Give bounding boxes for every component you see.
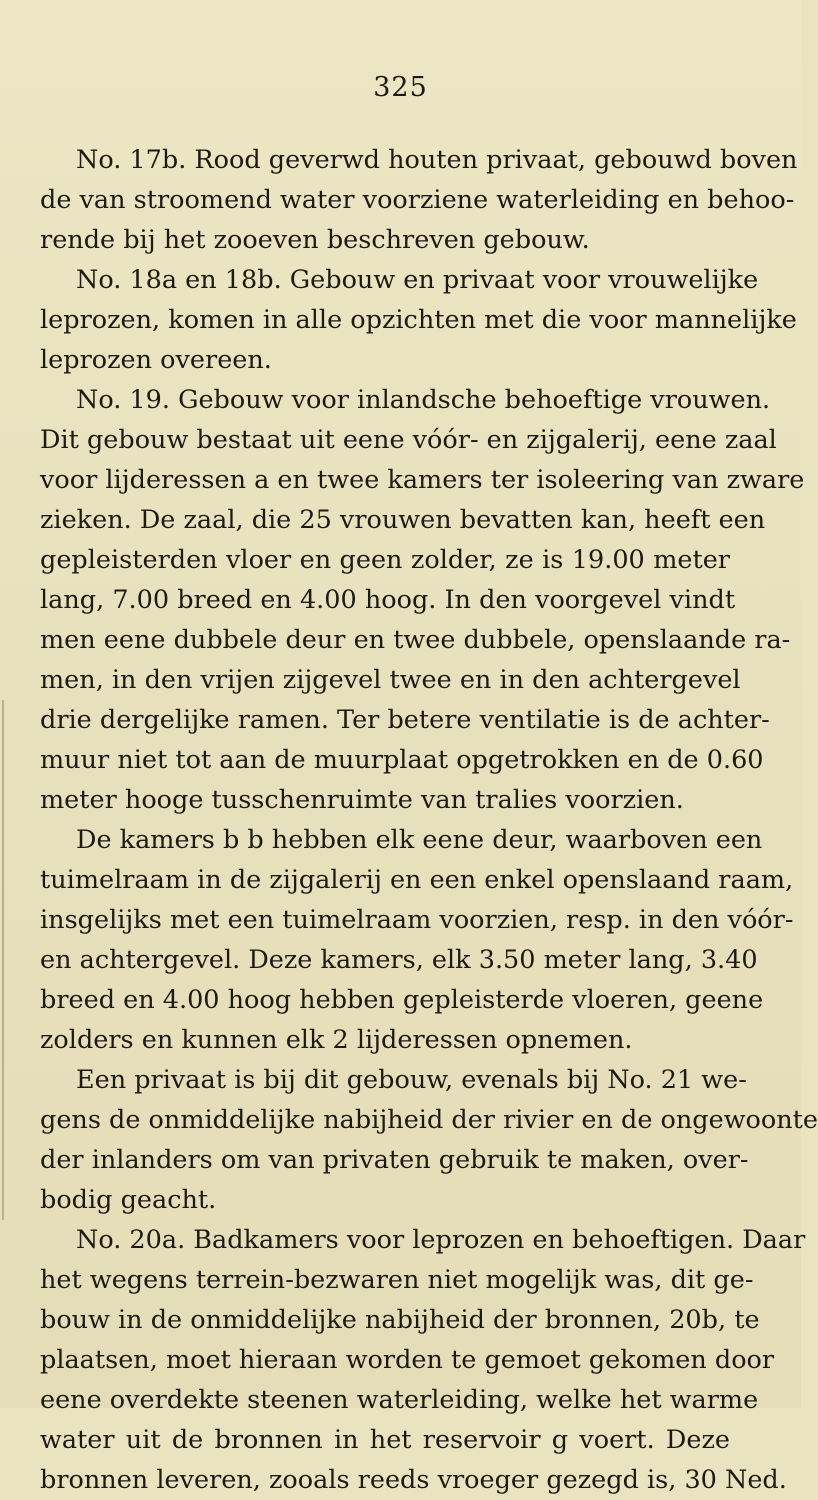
text-line: bronnen leveren, zooals reeds vroeger gezegd is, 30 Ned. <box>40 1465 787 1495</box>
text-line: bodig geacht. <box>40 1185 217 1215</box>
text-line: gens de onmiddelijke nabijheid der rivier en de ongewoonte <box>40 1105 818 1135</box>
text-line: men eene dubbele deur en twee dubbele, openslaande ra- <box>40 625 791 655</box>
text-line: het wegens terrein-bezwaren niet mogelijk was, dit ge- <box>40 1265 754 1295</box>
text-line: Een privaat is bij dit gebouw, evenals bij No. 21 we- <box>76 1065 747 1095</box>
text-line: men, in den vrijen zijgevel twee en in den achtergevel <box>40 665 741 695</box>
text-line: eene overdekte steenen waterleiding, welke het warme <box>40 1385 759 1415</box>
text-line: water uit de bronnen in het reservoir g voert. Deze <box>40 1425 730 1455</box>
text-line: De kamers b b hebben elk eene deur, waarboven een <box>76 825 763 855</box>
text-line: der inlanders om van privaten gebruik te maken, over- <box>40 1145 749 1175</box>
text-line: lang, 7.00 breed en 4.00 hoog. In den voorgevel vindt <box>40 585 736 615</box>
text-line: meter hooge tusschenruimte van tralies voorzien. <box>40 785 684 815</box>
text-line: No. 19. Gebouw voor inlandsche behoeftige vrouwen. <box>76 385 771 415</box>
page-edge-mark <box>2 700 4 1220</box>
text-line: de van stroomend water voorziene waterleiding en behoo- <box>40 185 795 215</box>
text-line: zieken. De zaal, die 25 vrouwen bevatten kan, heeft een <box>40 505 766 535</box>
text-line: rende bij het zooeven beschreven gebouw. <box>40 225 590 255</box>
text-line: en achtergevel. Deze kamers, elk 3.50 meter lang, 3.40 <box>40 945 758 975</box>
text-line: breed en 4.00 hoog hebben gepleisterde vloeren, geene <box>40 985 764 1015</box>
text-line: Dit gebouw bestaat uit eene vóór- en zijgalerij, eene zaal <box>40 425 777 455</box>
text-line: voor lijderessen a en twee kamers ter isoleering van zware <box>40 465 805 495</box>
text-line: No. 20a. Badkamers voor leprozen en behoeftigen. Daar <box>76 1225 806 1255</box>
text-line: bouw in de onmiddelijke nabijheid der bronnen, 20b, te <box>40 1305 760 1335</box>
text-line: zolders en kunnen elk 2 lijderessen opnemen. <box>40 1025 633 1055</box>
text-line: drie dergelijke ramen. Ter betere ventilatie is de achter- <box>40 705 770 735</box>
page-number: 325 <box>373 72 428 103</box>
text-line: No. 17b. Rood geverwd houten privaat, gebouwd boven <box>76 145 798 175</box>
text-line: tuimelraam in de zijgalerij en een enkel openslaand raam, <box>40 865 794 895</box>
text-line: gepleisterden vloer en geen zolder, ze is 19.00 meter <box>40 545 730 575</box>
text-line: leprozen, komen in alle opzichten met die voor mannelijke <box>40 305 797 335</box>
text-line: insgelijks met een tuimelraam voorzien, resp. in den vóór- <box>40 905 794 935</box>
text-line: muur niet tot aan de muurplaat opgetrokken en de 0.60 <box>40 745 764 775</box>
text-line: plaatsen, moet hieraan worden te gemoet gekomen door <box>40 1345 775 1375</box>
text-line: No. 18a en 18b. Gebouw en privaat voor vrouwelijke <box>76 265 759 295</box>
text-line: leprozen overeen. <box>40 345 272 375</box>
